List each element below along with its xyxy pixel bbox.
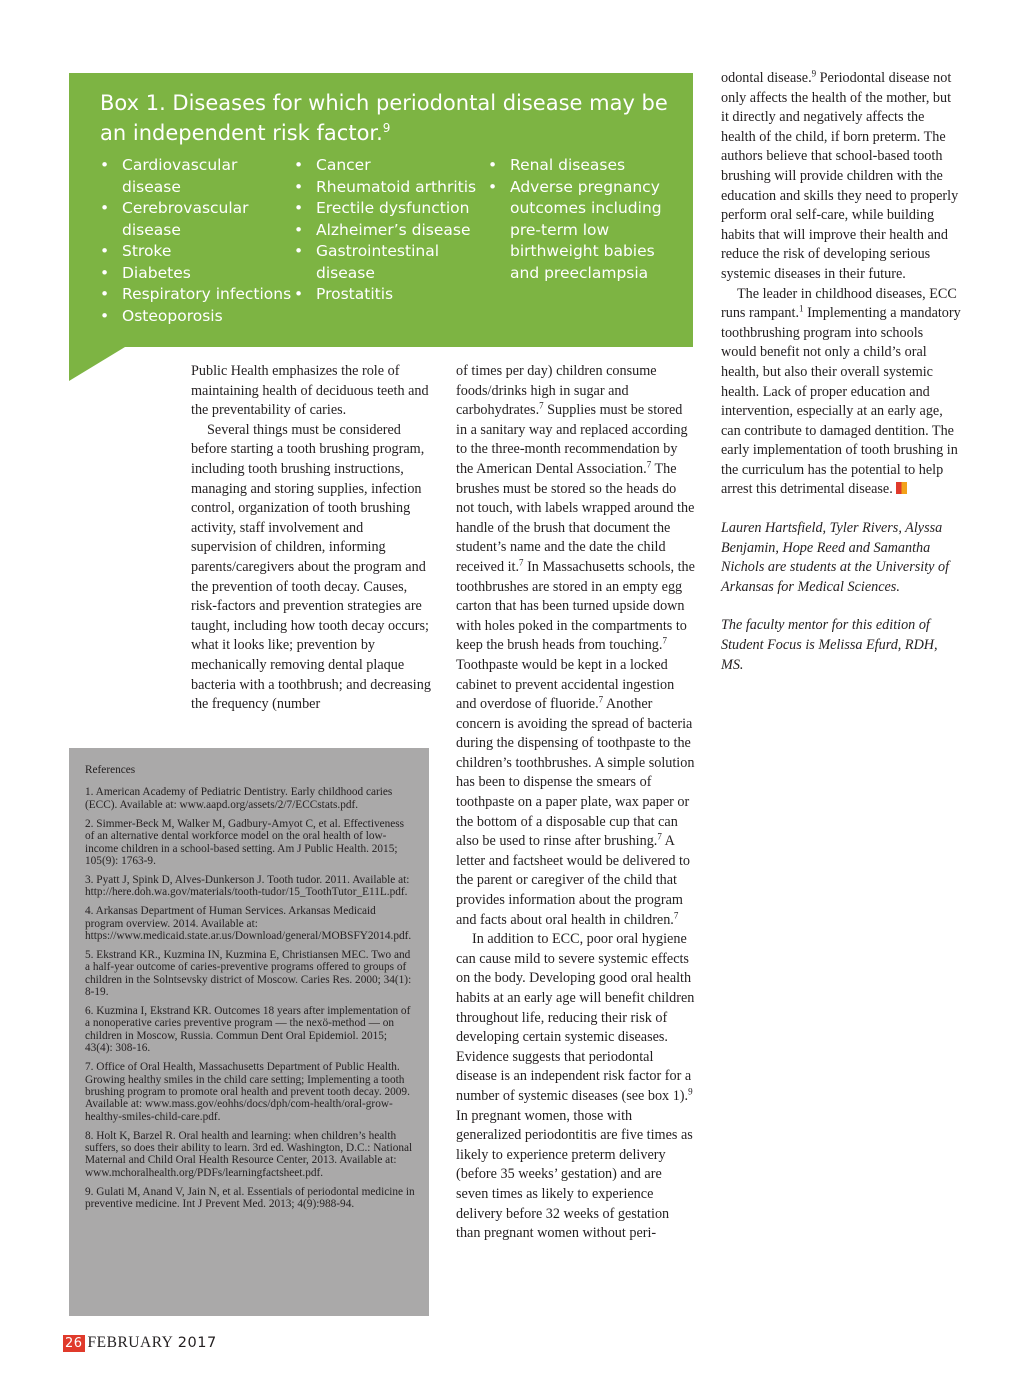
text-run: In addition to ECC, poor oral hygiene can cause mild to severe systemic effects on the body. Developing good oral health habits at an early age will benefit children throughout life, reducing their risk of developing certain systemic diseases. Evidence suggests that periodontal disease is an independent risk factor for a number of systemic diseases (see box 1). bbox=[456, 931, 695, 1104]
citation-ref: 9 bbox=[688, 1086, 693, 1097]
box-list-item: • Rheumatoid arthritis bbox=[294, 177, 484, 199]
citation-ref: 1 bbox=[799, 303, 804, 314]
citation-ref: 9 bbox=[811, 68, 817, 79]
box-title bbox=[100, 91, 690, 146]
article-column-2 bbox=[456, 362, 696, 1244]
footer-year: 2017 bbox=[177, 1335, 217, 1351]
reference-item: 6. Kuzmina I, Ekstrand KR. Outcomes 18 years after implementation of a nonoperative caries preventive program — the nexö-method — on children in Moscow, Russia. Commun Dent Oral Epidemiol. 2015; 43(4): 308-16. bbox=[85, 1005, 411, 1055]
article-paragraph bbox=[721, 285, 961, 501]
reference-item: 4. Arkansas Department of Human Services. Arkansas Medicaid program overview. 2014. Available at: https://www.medicaid.state.ar.us/Download/general/MOBSFY2014.pdf. bbox=[85, 905, 412, 942]
page-number: 26 bbox=[65, 1336, 83, 1351]
article-paragraph bbox=[456, 362, 696, 930]
text-run: Periodontal disease not only affects the health of the mother, but it directly and negatively affects the health of the child, if born preterm. The authors believe that school-based tooth brushing will provide children with the education and skills they need to properly perform oral self-care, while building habits that will improve their health and reduce the risk of developing serious systemic diseases in their future. bbox=[721, 70, 959, 282]
page-footer bbox=[63, 1333, 217, 1353]
text-run: Implementing a mandatory toothbrushing program into schools would benefit not only a child’s oral health, but also their overall systemic health. Lack of proper education and intervention, especially at an early age, can contribute to damaged dentition. The early implementation of tooth brushing in the curriculum has the potential to help arrest this detrimental disease. bbox=[721, 305, 961, 498]
reference-item: 2. Simmer-Beck M, Walker M, Gadbury-Amyot C, et al. Effectiveness of an alternative dental workforce model on the oral health of low-income children in a school-based setting. Am J Public Health. 2015; 105(9): 1763-9. bbox=[85, 817, 405, 867]
risk-factor-box bbox=[69, 73, 693, 347]
article-column-3 bbox=[721, 69, 961, 675]
author-bio: Lauren Hartsfield, Tyler Rivers, Alyssa Benjamin, Hope Reed and Samantha Nichols are students at the University of Arkansas for Medical Sciences. bbox=[721, 520, 950, 595]
references-list bbox=[85, 764, 415, 1217]
box-list-col1 bbox=[100, 155, 295, 327]
text-run: Another concern is avoiding the spread of bacteria during the dispensing of toothpaste to the children’s toothbrushes. A simple solution has been to dispense the smears of toothpaste on a paper plate, wax paper or the bottom of a disposable cup that can also be used to rinse after brushing. bbox=[456, 696, 695, 850]
citation-ref: 7 bbox=[539, 400, 544, 411]
citation-ref: 7 bbox=[662, 635, 667, 646]
article-paragraph bbox=[721, 69, 961, 285]
box-list-item: • Cerebrovascular disease bbox=[100, 198, 295, 241]
citation-ref: 7 bbox=[519, 557, 524, 568]
text-run: The leader in childhood diseases, ECC runs rampant. bbox=[721, 285, 957, 322]
box-list-item: • Prostatitis bbox=[294, 284, 484, 306]
reference-item: 8. Holt K, Barzel R. Oral health and learning: when children’s health suffers, so does their ability to learn. 3rd ed. Washington, D.C.: National Maternal and Child Oral Health Resource Center, 2013. Available at: www.mchoralhealth.org/PDFs/learningfactsheet.pdf. bbox=[85, 1129, 413, 1179]
box-title-ref: 9 bbox=[382, 121, 391, 135]
box-list-item: • Cardiovascular disease bbox=[100, 155, 295, 198]
reference-item: 3. Pyatt J, Spink D, Alves-Dunkerson J. Tooth tudor. 2011. Available at: http://here.doh.wa.gov/materials/tooth-tudor/15_ToothTutor_E11L.pdf. bbox=[85, 873, 410, 899]
citation-ref: 7 bbox=[646, 459, 652, 470]
text-run: The brushes must be stored so the heads do not touch, with labels wrapped around the handle of the brush that document the student’s name and the date the child received it. bbox=[456, 460, 695, 575]
reference-item: 1. American Academy of Pediatric Dentistry. Early childhood caries (ECC). Available at: www.aapd.org/assets/2/7/ECCstats.pdf. bbox=[85, 786, 393, 811]
box-list-item: • Gastrointestinal disease bbox=[294, 241, 484, 284]
box-list-item: • Alzheimer’s disease bbox=[294, 220, 484, 242]
text-run: A letter and factsheet would be delivered to the parent or caregiver of the child that provides information about the program and facts about oral health in children. bbox=[456, 833, 690, 928]
text-run: odontal disease. bbox=[721, 70, 812, 86]
box-list-col3 bbox=[488, 155, 678, 284]
box-list-item: • Osteoporosis bbox=[100, 306, 295, 328]
box-list-item: • Diabetes bbox=[100, 263, 295, 285]
box-list-item: • Renal diseases bbox=[488, 155, 678, 177]
box-pointer-decoration bbox=[69, 347, 125, 381]
text-run: Toothpaste would be kept in a locked cabinet to prevent accidental ingestion and overdose of fluoride. bbox=[456, 656, 675, 713]
box-list-item: • Cancer bbox=[294, 155, 484, 177]
footer-month: FEBRUARY bbox=[87, 1334, 174, 1351]
article-paragraph: Public Health emphasizes the role of maintaining health of deciduous teeth and the preventability of caries. bbox=[191, 363, 429, 419]
references-box bbox=[69, 748, 429, 1316]
text-run: In pregnant women, those with generalized periodontitis are five times as likely to experience preterm delivery (before 35 weeks’ gestation) and are seven times as likely to experience delivery before 32 weeks of gestation than pregnant women without peri- bbox=[456, 1107, 693, 1242]
citation-ref: 7 bbox=[657, 831, 662, 842]
reference-item: 5. Ekstrand KR., Kuzmina IN, Kuzmina E, Christiansen MEC. Two and a half-year outcome of caries-preventive programs offered to groups of children in the Solntsevsky district of Moscow. Caries Res. 2000; 34(1): 8-19. bbox=[85, 948, 412, 999]
article-paragraph bbox=[456, 930, 696, 1244]
end-of-article-icon bbox=[896, 482, 907, 494]
citation-ref: 7 bbox=[673, 909, 679, 920]
box-title-text: Box 1. Diseases for which periodontal disease may be an independent risk factor. bbox=[100, 91, 668, 145]
mentor-note: The faculty mentor for this edition of Student Focus is Melissa Efurd, RDH, MS. bbox=[721, 617, 938, 673]
article-paragraph: Several things must be considered before starting a tooth brushing program, including tooth brushing instructions, managing and storing supplies, infection control, organization of tooth brushing activity, staff involvement and supervision of children, informing parents/caregivers about the program and the prevention of tooth decay. Causes, risk-factors and prevention strategies are taught, including how tooth decay occurs; what it looks like; prevention by mechanically removing dental plaque bacteria with a toothbrush; and decreasing the frequency (number bbox=[191, 421, 431, 713]
reference-item: 9. Gulati M, Anand V, Jain N, et al. Essentials of periodontal medicine in preventive medicine. Int J Prevent Med. 2013; 4(9):988-94. bbox=[85, 1185, 415, 1211]
references-heading: References bbox=[85, 764, 136, 776]
box-list-item: • Adverse pregnancy outcomes including pre-term low birthweight babies and preeclampsia bbox=[488, 177, 678, 285]
text-run: In Massachusetts schools, the toothbrushes are stored in an empty egg carton that has been turned upside down with holes poked in the compartments to keep the brush heads from touching. bbox=[456, 558, 695, 654]
box-list-item: • Stroke bbox=[100, 241, 295, 263]
article-column-1 bbox=[191, 362, 431, 715]
citation-ref: 7 bbox=[598, 694, 604, 705]
box-list-item: • Erectile dysfunction bbox=[294, 198, 484, 220]
text-run: of times per day) children consume foods/drinks high in sugar and carbohydrates. bbox=[456, 363, 657, 419]
box-list-item: • Respiratory infections bbox=[100, 284, 295, 306]
reference-item: 7. Office of Oral Health, Massachusetts Department of Public Health. Growing healthy smiles in the child care setting; Implementing a tooth brushing program to promote oral health and prevent tooth decay. 2009. Available at: www.mass.gov/eohhs/docs/dph/com-health/oral-grow-healthy-smiles-child-care.pdf. bbox=[85, 1061, 410, 1123]
box-list-col2 bbox=[294, 155, 484, 306]
text-run: Supplies must be stored in a sanitary way and replaced according to the three-month recommendation by the American Dental Association. bbox=[456, 402, 688, 477]
